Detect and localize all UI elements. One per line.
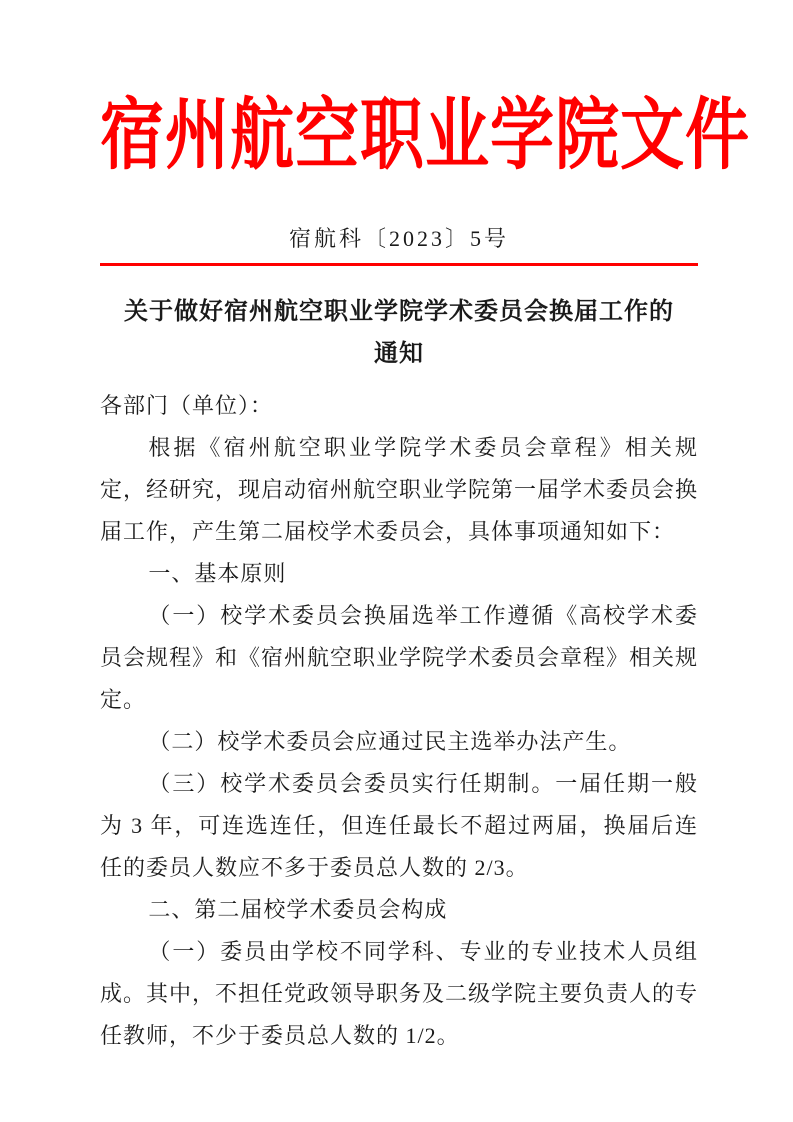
body-paragraph: （一）校学术委员会换届选举工作遵循《高校学术委员会规程》和《宿州航空职业学院学术委员会章程》相关规定。 [100, 603, 699, 712]
body-paragraph: （一）委员由学校不同学科、专业的专业技术人员组成。其中，不担任党政领导职务及二级学院主要负责人的专任教师，不少于委员总人数的 1/2。 [100, 939, 699, 1048]
body-paragraph-heading: 一、基本原则 [148, 561, 287, 586]
document-title-line2: 通知 [374, 341, 424, 367]
body-paragraph: 根据《宿州航空职业学院学术委员会章程》相关规定，经研究，现启动宿州航空职业学院第一届学术委员会换届工作，产生第二届校学术委员会，具体事项通知如下： [100, 435, 699, 544]
document-header-title: 宿州航空职业学院文件 [100, 92, 750, 179]
body-paragraph: （二）校学术委员会应通过民主选举办法产生。 [148, 729, 632, 754]
document-title-line1: 关于做好宿州航空职业学院学术委员会换届工作的 [124, 299, 674, 325]
salutation: 各部门（单位）： [100, 393, 274, 418]
document-number: 宿航科〔2023〕5号 [288, 226, 509, 251]
body-paragraph-heading: 二、第二届校学术委员会构成 [148, 897, 448, 922]
document-body [100, 385, 698, 1057]
red-divider-line [100, 263, 698, 266]
document-title [100, 291, 698, 375]
body-paragraph: （三）校学术委员会委员实行任期制。一届任期一般为 3 年，可连选连任，但连任最长不超过两届，换届后连任的委员人数应不多于委员总人数的 2/3。 [100, 771, 698, 880]
